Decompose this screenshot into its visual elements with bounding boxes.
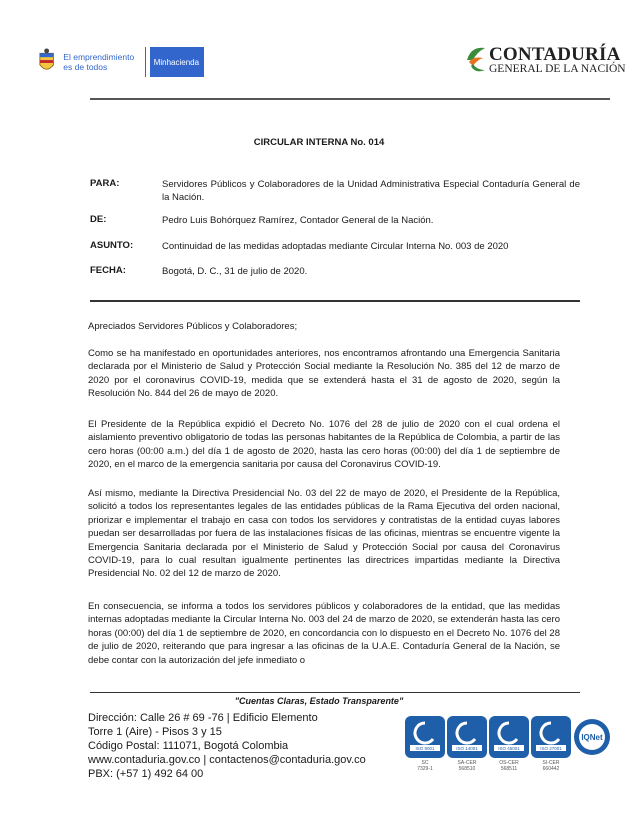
paragraph: En consecuencia, se informa a todos los servidores públicos y colaboradores de la entidad, que las medidas internas adoptadas mediante la Circular Interna No. 003 del 24 de marzo de 2020, se extenderán hasta las cero horas (00:00) del día 1 de septiembre de 2020, en concordancia con lo dispuesto en el Decreto No. 1076 del 28 de julio de 2020, reiterando que para ingresar a las oficinas de la U.A.E. Contaduría General de la Nación, se debe contar con la autorización del jefe inmediato o: [88, 601, 560, 666]
header-divider: [90, 98, 610, 100]
footer-contact: www.contaduria.gov.co | contactenos@contaduria.gov.co: [88, 754, 366, 766]
cert-code: SI-CER 660442: [542, 760, 560, 772]
meta-label-asunto: ASUNTO:: [90, 240, 134, 251]
gov-logo: [36, 47, 204, 77]
meta-value-asunto: Continuidad de las medidas adoptadas mediante Circular Interna No. 003 de 2020: [162, 241, 509, 252]
org-subtitle: GENERAL DE LA NACIÓN: [489, 63, 626, 75]
cert-label: ISO 14001: [456, 746, 478, 751]
meta-label-para: PARA:: [90, 178, 120, 189]
meta-divider: [90, 300, 580, 302]
footer-postal: Código Postal: 111071, Bogotá Colombia: [88, 740, 289, 752]
footer-divider: [90, 692, 580, 693]
coat-of-arms-icon: [36, 47, 57, 77]
meta-value-de: Pedro Luis Bohórquez Ramírez, Contador General de la Nación.: [162, 215, 434, 226]
cgn-logo: [463, 44, 626, 76]
iqnet-label: IQNet: [581, 733, 603, 742]
org-name: CONTADURÍA: [489, 44, 621, 65]
cgn-leaf-icon: [463, 44, 489, 76]
meta-value-para: Servidores Públicos y Colaboradores de la Unidad Administrativa Especial Contaduría General de la Nación.: [162, 179, 580, 203]
document-title: CIRCULAR INTERNA No. 014: [253, 137, 385, 148]
meta-value-fecha: Bogotá, D. C., 31 de julio de 2020.: [162, 266, 308, 277]
paragraph: Como se ha manifestado en oportunidades anteriores, nos encontramos afrontando una Emergencia Sanitaria declarada por el Ministerio de Salud y Protección Social mediante la Resolución No. 385 del 12 de marzo de 2020 por el coronavirus COVID-19, medida que se extenderá hasta el 31 de agosto de 2020, según la Resolución No. 844 del 26 de mayo de 2020.: [88, 348, 560, 400]
paragraph: Así mismo, mediante la Directiva Presidencial No. 03 del 22 de mayo de 2020, el Presidente de la República, solicitó a todos los representantes legales de las entidades públicas de la Rama Ejecutiva del orden nacional, priorizar e implementar el trabajo en casa con todos los servidores y contratistas de la entidad cuyas labores puedan ser desarrolladas por fuera de las instalaciones físicas de las oficinas, mientras se encuentre vigente la Emergencia Sanitaria declarada por el Ministerio de Salud y Protección Social por causa del Coronavirus COVID-19, para lo cual resultan igualmente pertinentes las directrices impartidas mediante la Directiva Presidencial No. 02 del 12 de marzo de 2020.: [88, 488, 560, 580]
footer-address-tower: Torre 1 (Aire) - Pisos 3 y 15: [88, 726, 222, 738]
cert-label: ISO 45001: [498, 746, 520, 751]
meta-label-fecha: FECHA:: [90, 265, 126, 276]
cert-label: ISO 9001: [415, 746, 435, 751]
footer-phone: PBX: (+57 1) 492 64 00: [88, 768, 204, 780]
iso-9001-cert-icon: [404, 715, 446, 759]
ministry-label: Minhacienda: [150, 47, 204, 77]
iso-14001-cert-icon: [446, 715, 488, 759]
gov-slogan: El emprendimiento es de todos: [63, 52, 135, 72]
paragraph: El Presidente de la República expidió el Decreto No. 1076 del 28 de julio de 2020 con el cual ordena el aislamiento preventivo obligatorio de todas las personas habitantes de la República de Colombia, a partir de las cero horas (00:00 a.m.) del día 1 de agosto de 2020, hasta las cero horas (00:00) del día 1 de septiembre de 2020, en el marco de la emergencia sanitaria por causa del Coronavirus COVID-19.: [88, 419, 560, 471]
footer-motto: "Cuentas Claras, Estado Transparente": [234, 696, 404, 706]
cert-code: SC 7329-1: [417, 760, 433, 772]
iso-27001-cert-icon: [530, 715, 572, 759]
gov-logo-divider: [145, 47, 146, 77]
cert-code: SA-CER 568510: [457, 760, 477, 772]
iso-45001-cert-icon: [488, 715, 530, 759]
cert-code: OS-CER 568511: [499, 760, 519, 772]
meta-label-de: DE:: [90, 214, 107, 225]
footer-address: Dirección: Calle 26 # 69 -76 | Edificio Elemento: [88, 712, 318, 724]
cert-label: ISO 27001: [540, 746, 562, 751]
greeting: Apreciados Servidores Públicos y Colaboradores;: [88, 321, 298, 332]
iqnet-cert-icon: [573, 718, 611, 756]
